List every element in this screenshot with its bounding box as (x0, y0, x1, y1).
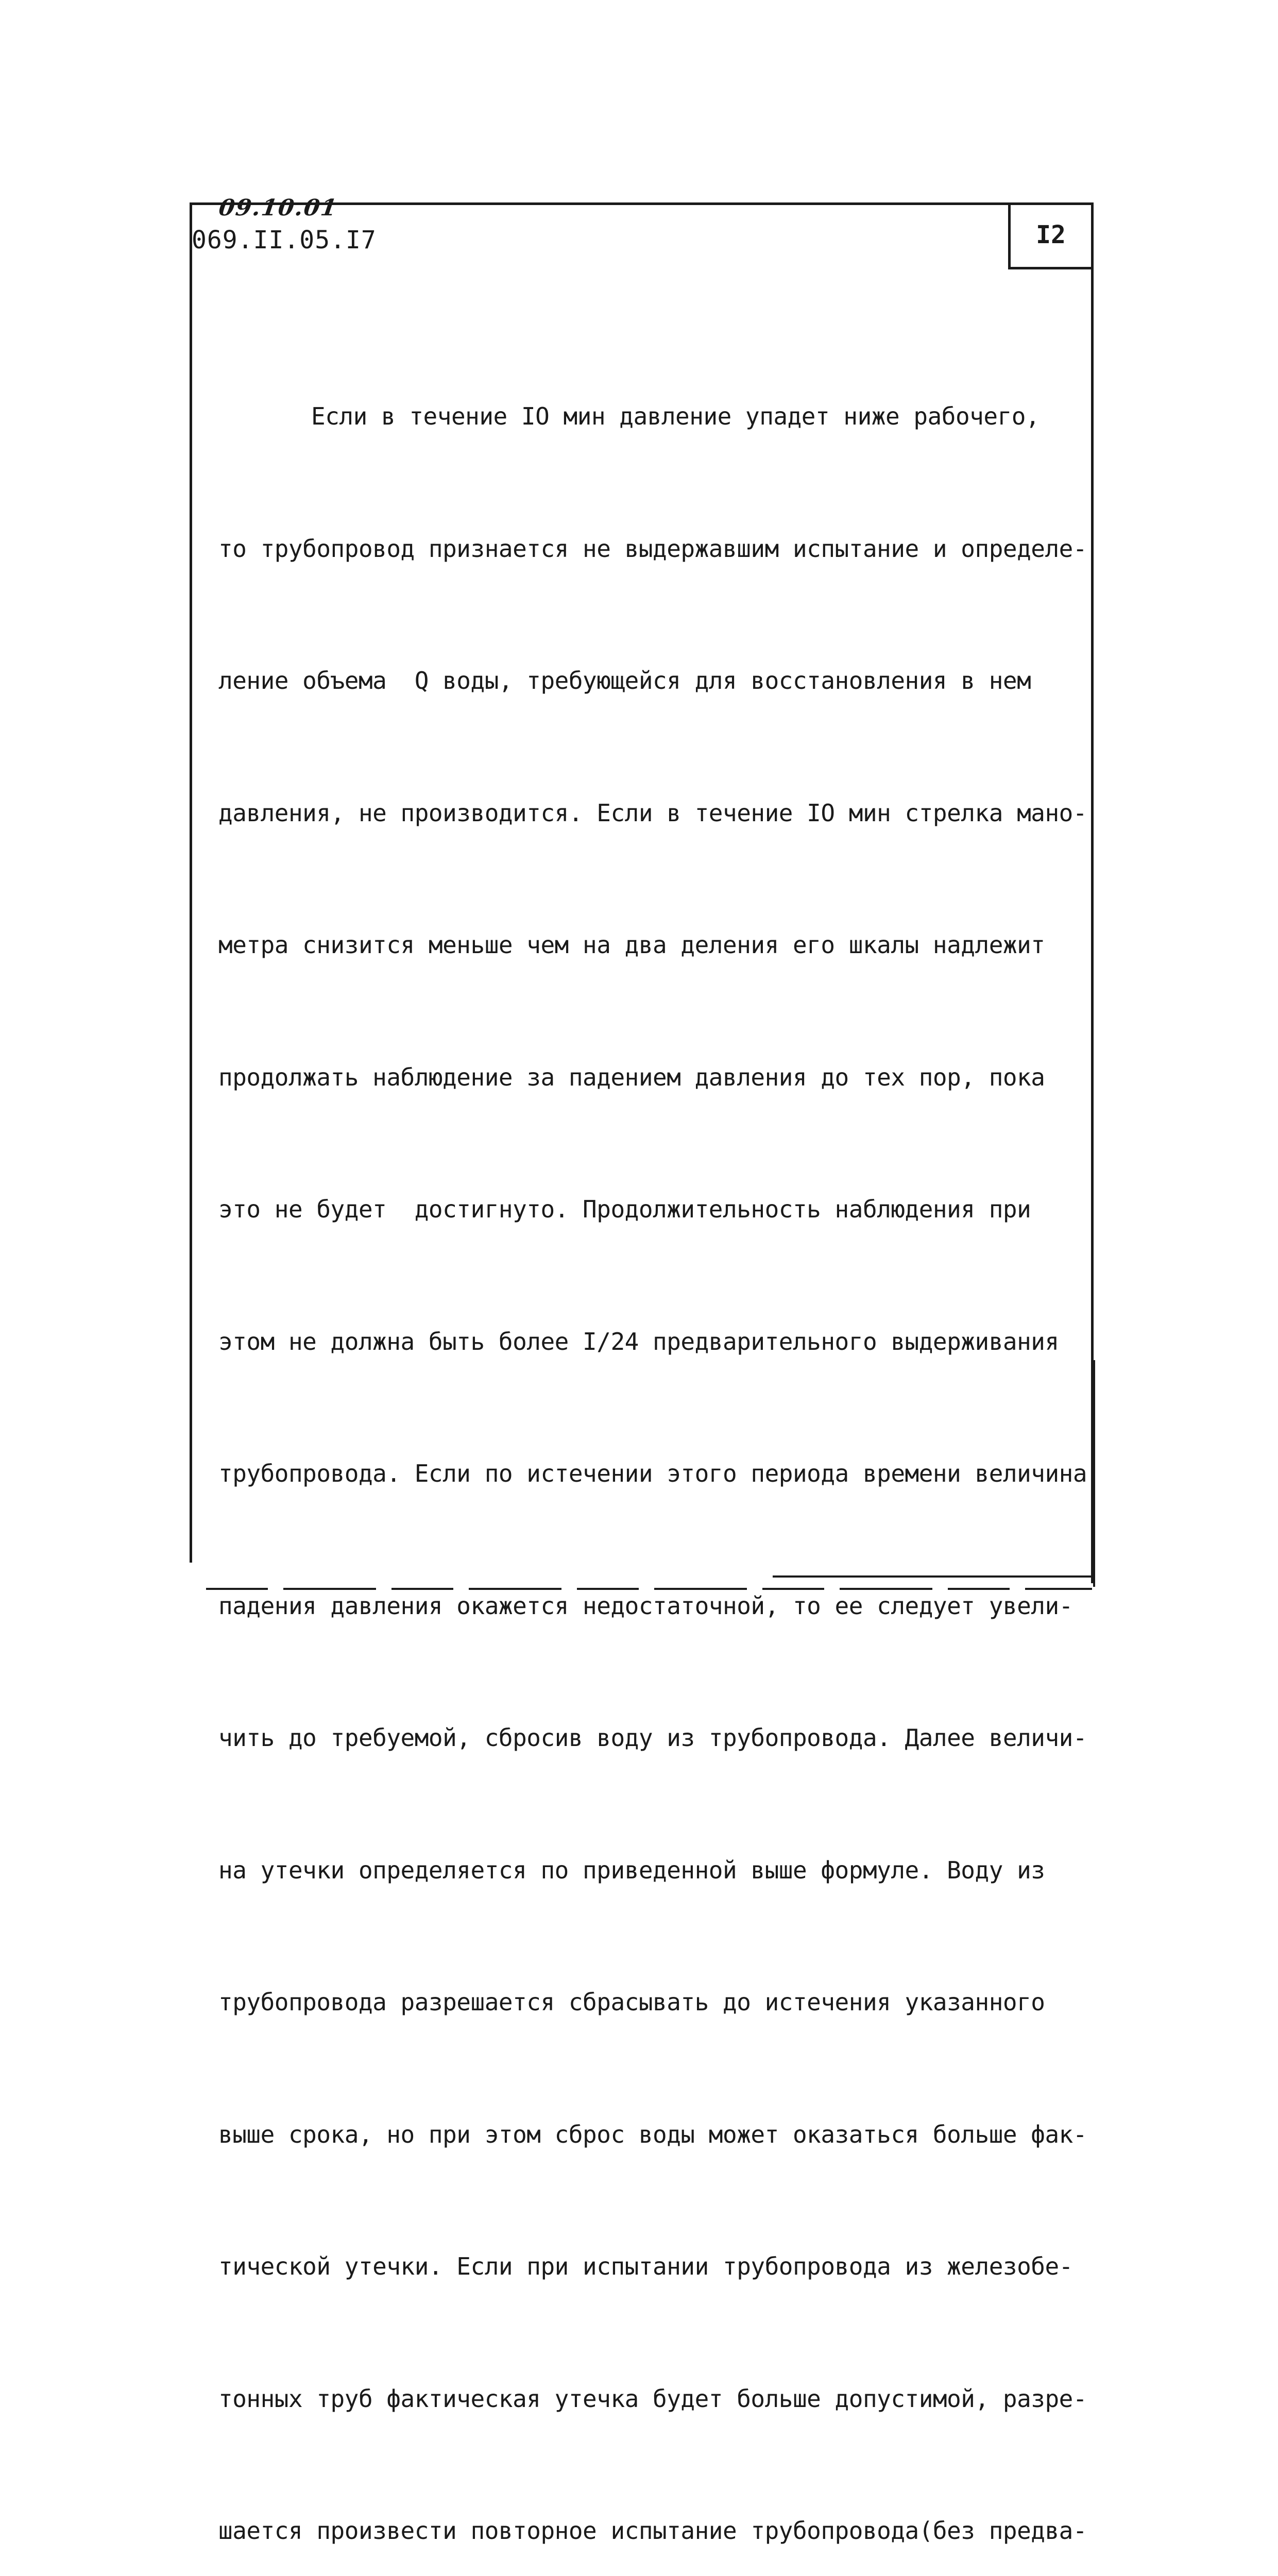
text-line: Если в течение IO мин давление упадет ниже рабочего, (311, 402, 1040, 430)
text-line: этом не должна быть более I/24 предварительного выдерживания (218, 1327, 1059, 1355)
text-line: продолжать наблюдение за падением давления до тех пор, пока (218, 1063, 1045, 1091)
text-line: давления, не производится. Если в течение IO мин стрелка мано- (218, 799, 1087, 827)
text-line: то трубопровод признается не выдержавшим испытание и определе- (218, 534, 1087, 563)
bottom-rule (773, 1575, 1092, 1578)
text-line: ление объема Q воды, требующейся для восстановления в нем (218, 667, 1031, 694)
bottom-dashed-rule (206, 1588, 1092, 1590)
text-line: тонных труб фактическая утечка будет больше допустимой, разре- (218, 2384, 1087, 2413)
text-line: трубопровода. Если по истечении этого периода времени величина (218, 1460, 1087, 1487)
text-line: это не будет достигнуто. Продолжительность наблюдения при (218, 1195, 1031, 1223)
page-number-box (1008, 202, 1091, 269)
document-code: 069.II.05.I7 (192, 226, 377, 255)
text-line: падения давления окажется недостаточной, то ее следует увели- (218, 1591, 1073, 1620)
page-number: I2 (1036, 220, 1066, 249)
text-line: трубопровода разрешается сбрасывать до истечения указанного (218, 1988, 1045, 2016)
text-line: шается произвести повторное испытание трубопровода(без предва- (218, 2517, 1087, 2545)
text-line: тической утечки. Если при испытании трубопровода из железобе- (218, 2252, 1073, 2280)
handwritten-code: 09.10.01 (217, 195, 339, 221)
text-line: метра снизится меньше чем на два деления его шкалы надлежит (218, 931, 1045, 959)
text-line: выше срока, но при этом сброс воды может оказаться больше фак- (218, 2120, 1087, 2148)
body-text (218, 307, 1094, 2576)
text-line: на утечки определяется по приведенной выше формуле. Воду из (218, 1856, 1045, 1884)
text-line: чить до требуемой, сбросив воду из трубопровода. Далее величи- (218, 1724, 1087, 1752)
